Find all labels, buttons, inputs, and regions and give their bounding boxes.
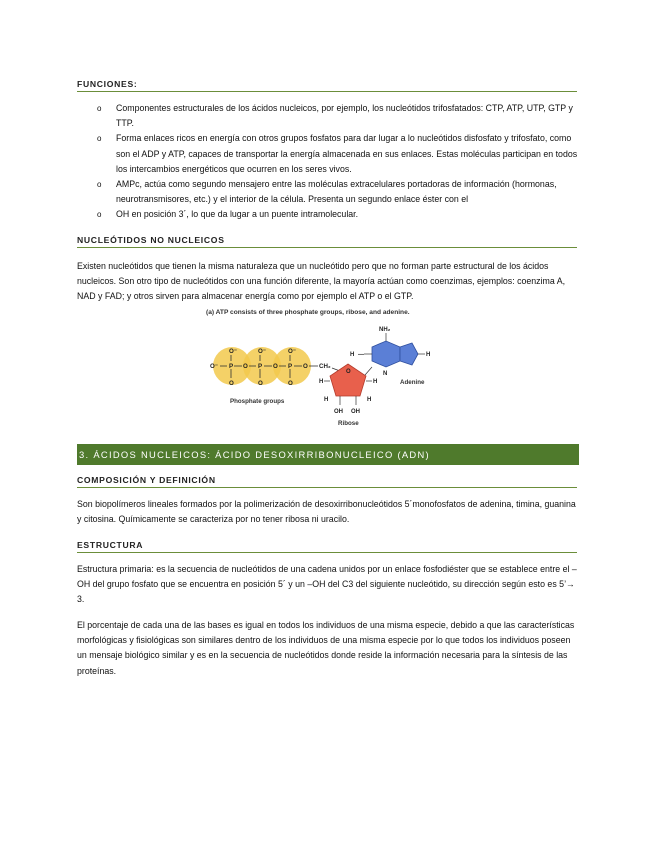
section-heading-no-nucleicos: NUCLEÓTIDOS NO NUCLEICOS <box>77 235 577 248</box>
section-banner-adn: 3. ÁCIDOS NUCLEICOS: ÁCIDO DESOXIRRIBONUCLEICO (ADN) <box>77 444 579 465</box>
svg-text:O: O <box>258 380 263 387</box>
list-item <box>77 131 579 177</box>
estructura-paragraph-primary: Estructura primaria: es la secuencia de nucleótidos de una cadena unidos por un enlace fosfodiéster que se establece entre el –OH del grupo fosfato que se encuentra en posición 5´ y un –OH del C3 del siguiente nucleótido, su dirección según esto es 5’→ 3. <box>77 564 577 605</box>
svg-text:O: O <box>346 369 351 375</box>
atp-structure-diagram <box>200 309 460 437</box>
svg-text:O⁻: O⁻ <box>258 348 267 355</box>
ribose-label: Ribose <box>338 420 359 427</box>
bullet-icon: o <box>97 210 102 220</box>
section-heading-composicion: COMPOSICIÓN Y DEFINICIÓN <box>77 475 577 488</box>
list-item <box>77 207 579 222</box>
list-item-text: OH en posición 3´, lo que da lugar a un puente intramolecular. <box>116 209 359 220</box>
list-item-text: AMPc, actúa como segundo mensajero entre las moléculas extracelulares portadoras de información (hormonas, neurotransmisores, etc.) y el interior de la célula. Presenta un segundo enlace éster con el <box>116 179 557 205</box>
svg-text:O: O <box>229 380 234 387</box>
svg-text:O: O <box>303 363 308 370</box>
list-item <box>77 177 579 207</box>
list-item-text: Componentes estructurales de los ácidos nucleicos, por ejemplo, los nucleótidos trifosfatados: CTP, ATP, UTP, GTP y TTP. <box>116 103 573 129</box>
oh-label: OH <box>351 409 360 415</box>
svg-text:H: H <box>324 397 329 403</box>
svg-text:O: O <box>288 380 293 387</box>
atp-figure <box>200 309 460 437</box>
adenine-ring <box>400 343 418 365</box>
svg-text:O⁻: O⁻ <box>210 363 219 370</box>
svg-text:H: H <box>319 379 324 385</box>
oh-label: OH <box>334 409 343 415</box>
svg-text:O⁻: O⁻ <box>229 348 238 355</box>
section-heading-estructura: ESTRUCTURA <box>77 540 577 553</box>
funciones-list <box>77 101 579 223</box>
estructura-paragraph-bases: El porcentaje de cada una de las bases es igual en todos los individuos de una misma especie, debido a que las características morfológicas y fisiológicas son similares dentro de los individuos de una misma especie por lo que todos los individuos poseen un mensaje biológico similar y es en la secuencia de nucleótidos donde reside la información necesaria para la síntesis de las proteínas. <box>77 620 575 676</box>
svg-text:P: P <box>229 363 234 370</box>
svg-text:H: H <box>426 352 431 358</box>
svg-text:O⁻: O⁻ <box>288 348 297 355</box>
list-item <box>77 101 579 131</box>
adenine-label: Adenine <box>400 379 425 386</box>
svg-text:P: P <box>288 363 293 370</box>
svg-text:H: H <box>350 352 355 358</box>
svg-text:H: H <box>373 379 378 385</box>
bullet-icon: o <box>97 104 102 113</box>
list-item-text: Forma enlaces ricos en energía con otros grupos fosfatos para dar lugar a lo nucleótidos disfosfato y trifosfato, como son el ADP y ATP, capaces de transportar la energía almacenada en sus enlaces. Estas moléculas participan en todos los intercambios energéticos que ocurren en los seres vivos. <box>116 133 578 174</box>
composicion-paragraph: Son biopolímeros lineales formados por la polimerización de desoxirribonucleótidos 5´monofosfatos de adenina, timina, guanina y citosina. Químicamente se caracteriza por no tener ribosa ni uracilo. <box>77 499 576 525</box>
phosphate-groups-label: Phosphate groups <box>230 398 285 405</box>
svg-text:O: O <box>243 363 248 370</box>
bullet-icon: o <box>97 180 102 190</box>
bullet-icon: o <box>97 134 102 144</box>
ch2-label: CH₂ <box>319 363 331 370</box>
svg-text:O: O <box>273 363 278 370</box>
svg-text:—: — <box>358 352 364 358</box>
nh2-label: NH₂ <box>379 327 391 333</box>
svg-text:H: H <box>367 397 372 403</box>
no-nucleicos-paragraph: Existen nucleótidos que tienen la misma naturaleza que un nucleótido pero que no forman parte estructural de los ácidos nucleicos. Son otro tipo de nucleótidos con una función diferente, la mayoría actúan como coenzimas, ejemplos: coenzima A, NAD y FAD; y otros sirven para almacenar energía como por ejemplo el ATP o el GTP. <box>77 261 566 302</box>
adenine-ring <box>372 341 400 367</box>
svg-text:N: N <box>383 371 388 377</box>
section-heading-funciones: FUNCIONES: <box>77 79 577 92</box>
figure-title: (a) ATP consists of three phosphate groups, ribose, and adenine. <box>206 309 410 316</box>
svg-text:P: P <box>258 363 263 370</box>
